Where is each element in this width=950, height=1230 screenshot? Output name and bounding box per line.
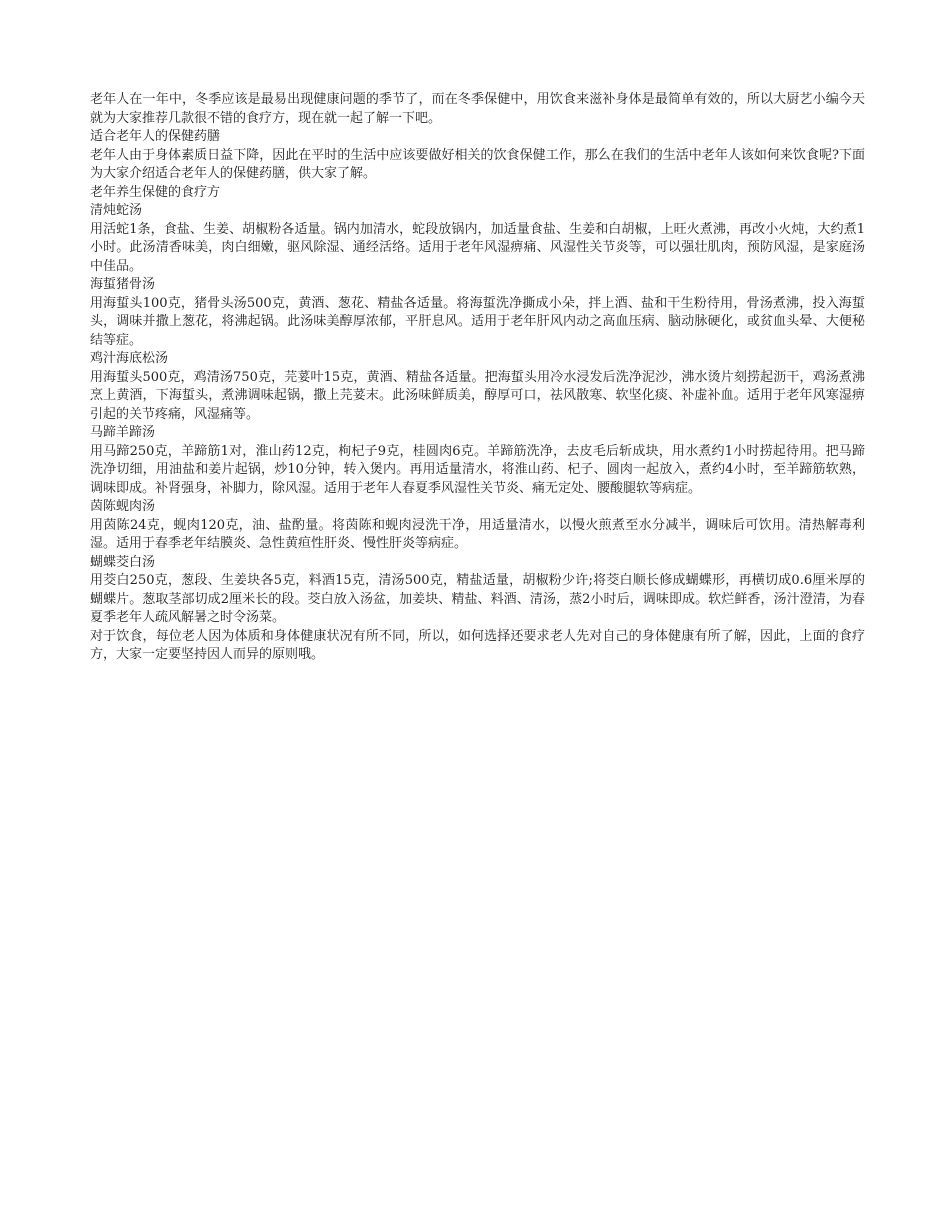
recipe-title: 海蜇猪骨汤 <box>90 277 156 292</box>
recipe-title: 茵陈蚬肉汤 <box>90 499 156 514</box>
recipe-body: 用茭白250克，葱段、生姜块各5克，料酒15克，清汤500克，精盐适量，胡椒粉少许;将茭白顺长修成蝴蝶形，再横切成0.6厘米厚的蝴蝶片。葱取茎部切成2厘米长的段。茭白放入汤盆，加姜块、精盐、料酒、清汤，蒸2小时后，调味即成。软烂鲜香，汤汁澄清，为春夏季老年人疏风解暑之时令汤菜。 <box>90 573 865 625</box>
recipe-title: 马蹄羊蹄汤 <box>90 425 156 440</box>
recipe-title: 鸡汁海底松汤 <box>90 351 169 366</box>
recipe-body: 用海蜇头500克，鸡清汤750克，芫荽叶15克，黄酒、精盐各适量。把海蜇头用冷水浸发后洗净泥沙，沸水烫片刻捞起沥干，鸡汤煮沸烹上黄酒，下海蜇头，煮沸调味起锅，撒上芫荽末。此汤味鲜质美，醇厚可口，祛风散寒、软坚化痰、补虚补血。适用于老年风寒湿痹引起的关节疼痛，风湿痛等。 <box>90 369 865 422</box>
recipe-body: 用活蛇1条，食盐、生姜、胡椒粉各适量。锅内加清水，蛇段放锅内，加适量食盐、生姜和白胡椒，上旺火煮沸，再改小火炖，大约煮1小时。此汤清香味美，肉白细嫩，驱风除湿、通经活络。适用于老年风湿痹痛、风湿性关节炎等，可以强壮肌肉，预防风湿，是家庭汤中佳品。 <box>90 221 865 274</box>
conclusion-paragraph: 对于饮食，每位老人因为体质和身体健康状况有所不同，所以，如何选择还要求老人先对自己的身体健康有所了解，因此，上面的食疗方，大家一定要坚持因人而异的原则哦。 <box>90 628 865 662</box>
recipe-title: 蝴蝶茭白汤 <box>90 554 156 570</box>
section-heading-recipes: 老年养生保健的食疗方 <box>90 184 221 200</box>
article <box>90 91 865 665</box>
section-heading-health-diet: 适合老年人的保健药膳 <box>90 129 221 144</box>
intro-paragraph: 老年人在一年中，冬季应该是最易出现健康问题的季节了，而在冬季保健中，用饮食来滋补身体是最简单有效的，所以大厨艺小编今天就为大家推荐几款很不错的食疗方，现在就一起了解一下吧。 <box>90 92 865 126</box>
recipe-body: 用海蜇头100克，猪骨头汤500克，黄酒、葱花、精盐各适量。将海蜇洗净撕成小朵，拌上酒、盐和干生粉待用，骨汤煮沸，投入海蜇头，调味并撒上葱花，将沸起锅。此汤味美醇厚浓郁，平肝息风。适用于老年肝风内动之高血压病、脑动脉硬化，或贫血头晕、大便秘结等症。 <box>90 295 865 348</box>
recipe-title: 清炖蛇汤 <box>90 203 143 218</box>
recipe-body: 用马蹄250克，羊蹄筋1对，淮山药12克，枸杞子9克，桂圆肉6克。羊蹄筋洗净，去皮毛后斩成块，用水煮约1小时捞起待用。把马蹄洗净切细，用油盐和姜片起锅，炒10分钟，转入煲内。再用适量清水，将淮山药、杞子、圆肉一起放入，煮约4小时，至羊蹄筋软熟，调味即成。补肾强身，补脚力，除风湿。适用于老年人春夏季风湿性关节炎、痛无定处、腰酸腿软等病症。 <box>90 443 865 496</box>
recipe-body: 用茵陈24克，蚬肉120克，油、盐酌量。将茵陈和蚬肉浸洗干净，用适量清水，以慢火煎煮至水分减半，调味后可饮用。清热解毒利湿。适用于春季老年结膜炎、急性黄疸性肝炎、慢性肝炎等病症。 <box>90 517 865 551</box>
section-paragraph-health-diet: 老年人由于身体素质日益下降，因此在平时的生活中应该要做好相关的饮食保健工作，那么在我们的生活中老年人该如何来饮食呢?下面为大家介绍适合老年人的保健药膳，供大家了解。 <box>90 147 865 181</box>
